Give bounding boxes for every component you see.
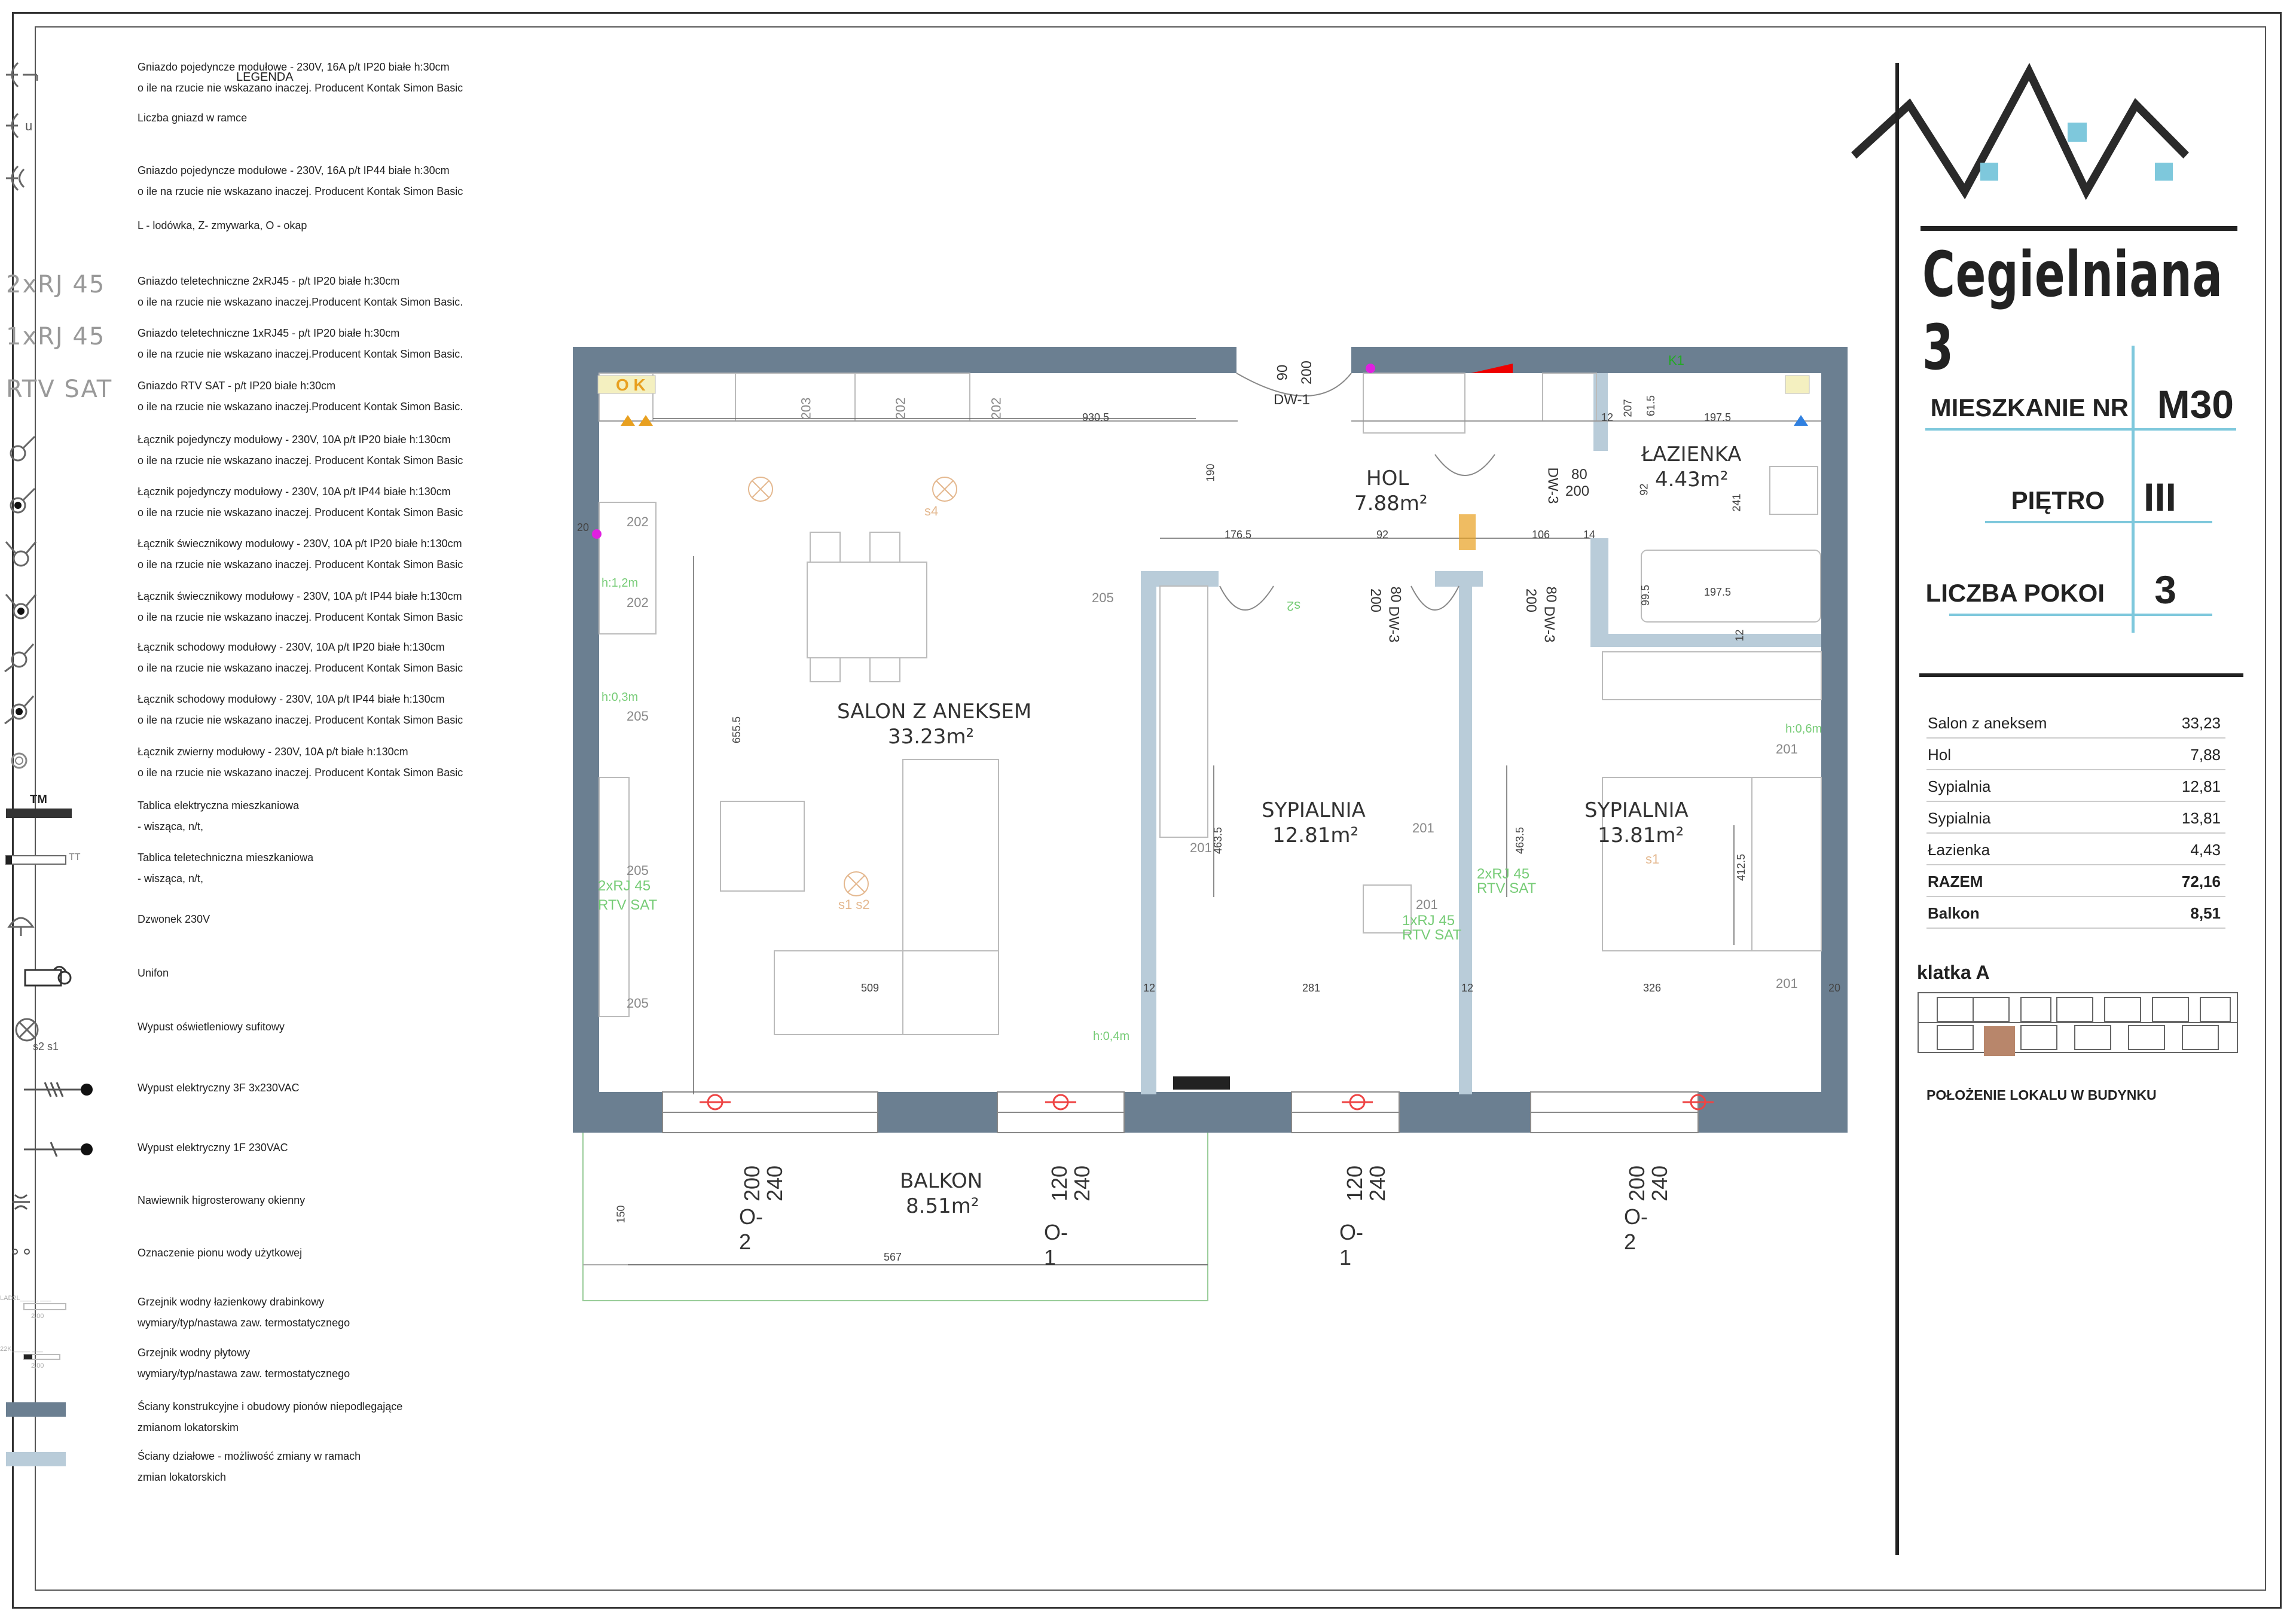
legend-item-text: Gniazdo teletechniczne 1xRJ45 - p/t IP20 białe h:30cm o ile na rzucie nie wskazano inaczej.Producent Kontak Simon Basic. bbox=[138, 327, 463, 360]
magenta-dot-1 bbox=[1366, 364, 1375, 373]
room-sypialnia1-area: 12.81m² bbox=[1272, 823, 1359, 847]
legend-item-text: Gniazdo pojedyncze modułowe - 230V, 16A p/t IP20 białe h:30cm o ile na rzucie nie wskazano inaczej. Producent Kontak Simon Basic bbox=[138, 61, 463, 94]
window-4-name: O-2 bbox=[1624, 1204, 1648, 1254]
rooms-label: LICZBA POKOI bbox=[1925, 579, 2105, 607]
building-minimap bbox=[1918, 993, 2237, 1052]
area-room-value: 8,51 bbox=[2190, 904, 2221, 922]
annot-203: 203 bbox=[798, 397, 814, 420]
legend-item-text: Liczba gniazd w ramce bbox=[138, 112, 248, 124]
dim-4635b: 463.5 bbox=[1514, 826, 1526, 855]
dim-12d: 12 bbox=[1733, 629, 1746, 642]
dim-20b: 20 bbox=[1828, 982, 1841, 994]
dim-6555: 655.5 bbox=[731, 716, 743, 744]
dim-106: 106 bbox=[1532, 529, 1550, 541]
window-3-h: 240 bbox=[1365, 1165, 1390, 1202]
annot-rj1: 1xRJ 45 bbox=[1402, 913, 1455, 929]
legend-item-text: Gniazdo teletechniczne 2xRJ45 - p/t IP20 białe h:30cm o ile na rzucie nie wskazano inaczej.Producent Kontak Simon Basic. bbox=[138, 275, 463, 308]
rooms-row bbox=[1925, 544, 2212, 616]
door-dw1-h: 200 bbox=[1299, 360, 1315, 385]
legend-item-text: Grzejnik wodny łazienkowy drabinkowy wymiary/typ/nastawa zaw. termostatycznego bbox=[138, 1296, 350, 1329]
logo-icon bbox=[1854, 72, 2186, 191]
area-room-name: Hol bbox=[1928, 746, 1952, 764]
annot-rj: 2xRJ 45 bbox=[598, 878, 651, 894]
annot-205b: 205 bbox=[627, 863, 649, 878]
annot-h06: h:0,6m bbox=[1785, 722, 1822, 736]
dim-567: 567 bbox=[884, 1251, 902, 1263]
dim-207: 207 bbox=[1622, 399, 1634, 417]
legend-symbol-label: 1xRJ 45 bbox=[6, 323, 106, 350]
legend-item-text: Gniazdo RTV SAT - p/t IP20 białe h:30cm o ile na rzucie nie wskazano inaczej.Producent Kontak Simon Basic. bbox=[138, 380, 463, 413]
room-balkon-name: BALKON bbox=[900, 1169, 983, 1193]
room-salon-area: 33.23m² bbox=[888, 725, 975, 749]
annot-201a: 201 bbox=[1190, 840, 1212, 855]
door-dw3c-h: 200 bbox=[1523, 588, 1540, 613]
window-2-h: 240 bbox=[1070, 1165, 1095, 1202]
area-room-name: Łazienka bbox=[1928, 841, 1990, 859]
room-hol-name: HOL bbox=[1366, 466, 1409, 490]
area-table-top-rule bbox=[1919, 673, 2243, 677]
annot-202c: 202 bbox=[627, 514, 649, 529]
window-3-name: O-1 bbox=[1339, 1220, 1363, 1270]
window-1-h: 240 bbox=[762, 1165, 787, 1202]
room-salon-name: SALON Z ANEKSEM bbox=[837, 700, 1032, 724]
room-balkon-area: 8.51m² bbox=[906, 1194, 979, 1218]
dim-241: 241 bbox=[1730, 493, 1743, 512]
legend-item-text: Unifon bbox=[138, 967, 169, 979]
door-dw3c-name: DW-3 bbox=[1541, 606, 1558, 643]
window-2-name: O-1 bbox=[1044, 1220, 1068, 1270]
annot-s1: s1 bbox=[1645, 852, 1660, 867]
svg-text:22K_____ ___: 22K_____ ___ bbox=[0, 1346, 43, 1353]
dim-14: 14 bbox=[1583, 529, 1596, 541]
annot-205a: 205 bbox=[627, 709, 649, 724]
balcony bbox=[583, 1133, 1208, 1301]
legend-item-text: Ściany działowe - możliwość zmiany w ramach zmian lokatorskich bbox=[138, 1450, 361, 1483]
area-table-row bbox=[1926, 802, 2225, 834]
project-name: Cegielniana 3 bbox=[1922, 238, 2223, 384]
window-4-h: 240 bbox=[1647, 1165, 1672, 1202]
legend-item-text: Gniazdo pojedyncze modułowe - 230V, 16A p/t IP44 białe h:30cm o ile na rzucie nie wskazano inaczej. Producent Kontak Simon Basic bbox=[138, 164, 463, 197]
legend-symbol-label: s2 s1 bbox=[33, 1041, 59, 1052]
legend-item-text: Dzwonek 230V bbox=[138, 913, 210, 925]
legend-item-text: Łącznik świecznikowy modułowy - 230V, 10A p/t IP20 białe h:130cm o ile na rzucie nie wskazano inaczej. Producent Kontak Simon Basic bbox=[138, 538, 463, 571]
minimap-highlight bbox=[1984, 1026, 2015, 1056]
magenta-dot-2 bbox=[592, 529, 602, 539]
area-table-row bbox=[1926, 834, 2225, 865]
area-room-name: Salon z aneksem bbox=[1928, 714, 2047, 732]
title-block-divider bbox=[1895, 63, 1899, 1555]
area-room-value: 12,81 bbox=[2181, 777, 2221, 795]
legend-symbol-label: 2xRJ 45 bbox=[6, 271, 106, 298]
legend-title: LEGENDA bbox=[236, 71, 294, 84]
dim-92a: 92 bbox=[1376, 529, 1389, 541]
annot-ok: O K bbox=[616, 376, 646, 394]
annot-h04: h:0,4m bbox=[1093, 1030, 1130, 1043]
apartment-underline bbox=[1925, 428, 2236, 431]
floor-label: PIĘTRO bbox=[2011, 486, 2105, 514]
legend-symbol-label: TT bbox=[69, 852, 81, 862]
area-table bbox=[1926, 707, 2225, 929]
annot-rtv2: RTV SAT bbox=[1402, 927, 1462, 943]
annot-rtv: RTV SAT bbox=[598, 897, 658, 913]
room-lazienka-name: ŁAZIENKA bbox=[1641, 443, 1742, 466]
area-table-row bbox=[1926, 865, 2225, 897]
dim-509: 509 bbox=[861, 982, 880, 994]
area-room-name: Balkon bbox=[1928, 904, 1980, 922]
dim-92b: 92 bbox=[1638, 483, 1650, 496]
annot-202b: 202 bbox=[988, 397, 1004, 420]
area-table-row bbox=[1926, 707, 2225, 739]
legend-item-text: Wypust elektryczny 3F 3x230VAC bbox=[138, 1082, 300, 1094]
window-1-name: O-2 bbox=[739, 1204, 763, 1254]
window-4-w: 200 bbox=[1625, 1165, 1650, 1202]
dim-281: 281 bbox=[1302, 982, 1321, 994]
area-room-name: Sypialnia bbox=[1928, 777, 1991, 795]
window-1-w: 200 bbox=[740, 1165, 765, 1202]
dim-615: 61.5 bbox=[1645, 395, 1657, 417]
annot-s4: s4 bbox=[924, 504, 939, 518]
legend-item-text: Łącznik schodowy modułowy - 230V, 10A p/t IP20 białe h:130cm o ile na rzucie nie wskazano inaczej. Producent Kontak Simon Basic bbox=[138, 641, 463, 674]
electrical-panel bbox=[1173, 1076, 1230, 1090]
dim-1765: 176.5 bbox=[1225, 529, 1252, 541]
tm-box bbox=[1459, 514, 1476, 550]
area-room-name: RAZEM bbox=[1928, 872, 1983, 890]
legend-symbol-label: RTV SAT bbox=[6, 376, 113, 403]
annot-h12: h:1,2m bbox=[602, 576, 639, 590]
annot-s1s2: s1 s2 bbox=[838, 897, 870, 912]
annot-201d: 201 bbox=[1776, 742, 1798, 756]
door-dw1-w: 90 bbox=[1274, 364, 1291, 381]
annot-rj2: 2xRJ 45 bbox=[1477, 866, 1530, 882]
rooms-underline bbox=[1949, 614, 2212, 616]
area-room-value: 72,16 bbox=[2181, 872, 2221, 890]
dim-150: 150 bbox=[615, 1205, 627, 1224]
dim-4125: 412.5 bbox=[1735, 853, 1748, 881]
area-room-value: 13,81 bbox=[2181, 809, 2221, 827]
svg-text:2,00: 2,00 bbox=[31, 1313, 44, 1320]
location-label: POŁOŻENIE LOKALU W BUDYNKU bbox=[1926, 1087, 2157, 1103]
door-dw3a-name: DW-3 bbox=[1544, 467, 1561, 504]
dim-20: 20 bbox=[577, 521, 590, 533]
legend-item-text: Nawiewnik higrosterowany okienny bbox=[138, 1194, 306, 1206]
door-dw3b-name: DW-3 bbox=[1385, 606, 1402, 643]
annot-rtv3: RTV SAT bbox=[1477, 880, 1537, 896]
k-box bbox=[1785, 376, 1809, 393]
door-dw3a-h: 200 bbox=[1565, 483, 1590, 499]
legend-symbol-label: TM bbox=[30, 793, 47, 806]
legend-item-text: Ściany konstrukcyjne i obudowy pionów niepodlegające zmianom lokatorskim bbox=[138, 1401, 403, 1433]
area-room-value: 7,88 bbox=[2190, 746, 2221, 764]
legend-item-text: Łącznik świecznikowy modułowy - 230V, 10A p/t IP44 białe h:130cm o ile na rzucie nie wskazano inaczej. Producent Kontak Simon Basic bbox=[138, 590, 463, 623]
door-dw3b-h: 200 bbox=[1367, 588, 1384, 613]
apartment-value: M30 bbox=[2157, 382, 2234, 426]
room-sypialnia2-area: 13.81m² bbox=[1598, 823, 1684, 847]
door-dw3b-w: 80 bbox=[1387, 586, 1404, 603]
room-sypialnia2-name: SYPIALNIA bbox=[1584, 798, 1689, 822]
area-table-row bbox=[1926, 739, 2225, 770]
annot-h03: h:0,3m bbox=[602, 691, 639, 704]
annot-201e: 201 bbox=[1776, 976, 1798, 991]
annot-k1: K1 bbox=[1668, 353, 1684, 368]
dim-12c: 12 bbox=[1601, 411, 1614, 423]
floor-underline bbox=[1985, 521, 2212, 523]
dimension-lines bbox=[628, 419, 1734, 1265]
floor-row bbox=[1985, 451, 2212, 523]
light-fixtures bbox=[749, 477, 957, 896]
door-dw3a-w: 80 bbox=[1571, 466, 1587, 483]
annot-205d: 205 bbox=[1092, 590, 1114, 605]
room-sypialnia1-name: SYPIALNIA bbox=[1262, 798, 1366, 822]
dim-12a: 12 bbox=[1143, 982, 1156, 994]
window-3-w: 120 bbox=[1342, 1165, 1367, 1202]
dim-4635a: 463.5 bbox=[1212, 826, 1225, 855]
legend-item-text: Grzejnik wodny płytowy wymiary/typ/nastawa zaw. termostatycznego bbox=[138, 1347, 350, 1380]
dim-1975b: 197.5 bbox=[1704, 586, 1732, 598]
legend-item-text: Tablica elektryczna mieszkaniowa - wisząca, n/t, bbox=[138, 800, 300, 832]
apartment-row bbox=[1925, 359, 2236, 431]
legend-item-text: Oznaczenie pionu wody użytkowej bbox=[138, 1247, 303, 1259]
dim-930: 930.5 bbox=[1082, 411, 1110, 423]
annot-205c: 205 bbox=[627, 996, 649, 1011]
svg-text:2,00: 2,00 bbox=[31, 1362, 44, 1369]
legend-item-text: L - lodówka, Z- zmywarka, O - okap bbox=[138, 219, 307, 231]
annot-201c: 201 bbox=[1416, 897, 1438, 912]
legend-item-text: Wypust elektryczny 1F 230VAC bbox=[138, 1142, 288, 1154]
area-table-row bbox=[1926, 897, 2225, 929]
area-table-row bbox=[1926, 770, 2225, 802]
logo-underline bbox=[1921, 226, 2237, 231]
annot-202d: 202 bbox=[627, 595, 649, 610]
door-dw1-name: DW-1 bbox=[1274, 392, 1310, 408]
legend-item-text: Łącznik zwierny modułowy - 230V, 10A p/t białe h:130cm o ile na rzucie nie wskazano inaczej. Producent Kontak Simon Basic bbox=[138, 746, 463, 779]
legend-item-text: Łącznik schodowy modułowy - 230V, 10A p/t IP44 białe h:130cm o ile na rzucie nie wskazano inaczej. Producent Kontak Simon Basic bbox=[138, 693, 463, 726]
window-2-w: 120 bbox=[1047, 1165, 1072, 1202]
dim-326: 326 bbox=[1643, 982, 1662, 994]
dim-190: 190 bbox=[1204, 463, 1217, 482]
svg-text:LAD2L_____ ___: LAD2L_____ ___ bbox=[0, 1295, 51, 1302]
dim-1975a: 197.5 bbox=[1704, 411, 1732, 423]
annot-s2: s2 bbox=[1287, 599, 1301, 614]
rooms-value: 3 bbox=[2154, 568, 2176, 612]
annot-201b: 201 bbox=[1412, 820, 1434, 835]
area-room-name: Sypialnia bbox=[1928, 809, 1991, 827]
legend-item-text: Wypust oświetleniowy sufitowy bbox=[138, 1021, 285, 1033]
area-room-value: 33,23 bbox=[2181, 714, 2221, 732]
floor-value: III bbox=[2143, 475, 2176, 519]
apartment-label: MIESZKANIE NR bbox=[1930, 393, 2129, 422]
room-hol-area: 7.88m² bbox=[1354, 492, 1428, 515]
legend-item-text: Tablica teletechniczna mieszkaniowa - wisząca, n/t, bbox=[138, 852, 314, 884]
door-dw3c-w: 80 bbox=[1543, 586, 1559, 603]
room-lazienka-area: 4.43m² bbox=[1655, 468, 1729, 492]
svg-text:u: u bbox=[25, 118, 33, 133]
area-room-value: 4,43 bbox=[2190, 841, 2221, 859]
legend-item-text: Łącznik pojedynczy modułowy - 230V, 10A p/t IP20 białe h:130cm o ile na rzucie nie wskazano inaczej. Producent Kontak Simon Basic bbox=[138, 434, 463, 466]
dim-995: 99.5 bbox=[1639, 584, 1652, 606]
legend-item-text: Łącznik pojedynczy modułowy - 230V, 10A p/t IP44 białe h:130cm o ile na rzucie nie wskazano inaczej. Producent Kontak Simon Basic bbox=[138, 486, 463, 518]
stair-label: klatka A bbox=[1917, 962, 1990, 983]
annot-202a: 202 bbox=[893, 397, 908, 420]
dim-12b: 12 bbox=[1461, 982, 1474, 994]
